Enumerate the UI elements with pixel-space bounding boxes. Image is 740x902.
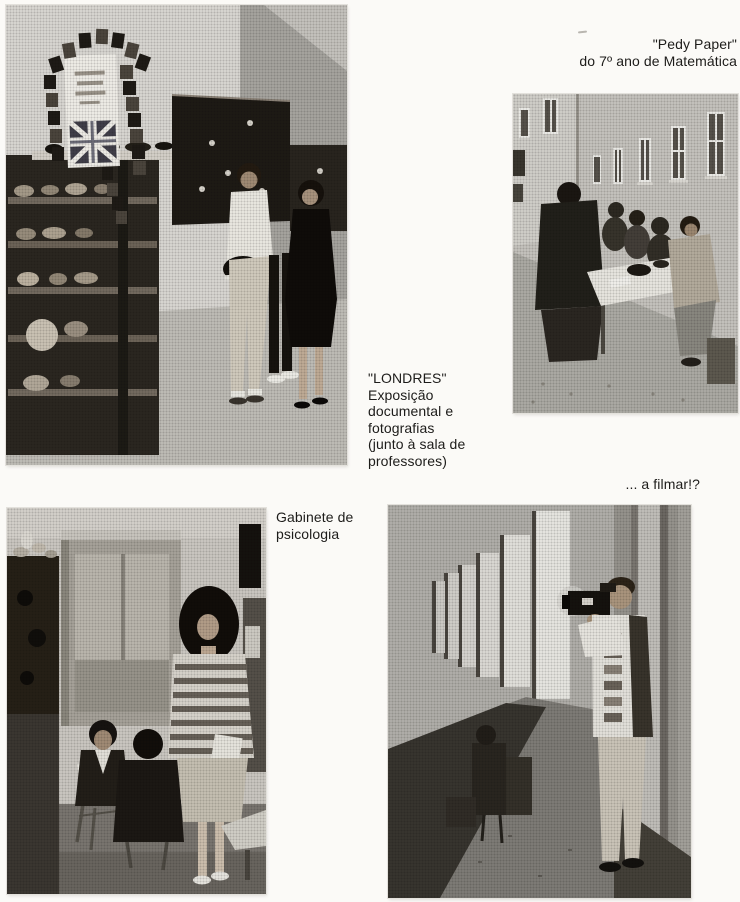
caption-line: Exposição: [368, 386, 434, 403]
office-cabinet: [61, 530, 181, 726]
photo-a-filmar: [388, 505, 691, 898]
photo-filmar-art: [388, 505, 691, 898]
caption-londres: [368, 370, 465, 469]
photo-londres-exposicao: [6, 5, 347, 465]
caption-a-filmar: [625, 476, 700, 493]
photo-pedy-art: [513, 94, 738, 413]
caption-line: documental e: [368, 403, 454, 419]
caption-line: fotografias: [368, 419, 435, 436]
photo-pedy-paper: [513, 94, 738, 413]
photo-gabinete-psicologia: [7, 508, 266, 894]
caption-line: (junto à sala de: [368, 436, 466, 452]
scan-speck: [578, 31, 587, 34]
caption-gabinete-psicologia: [276, 509, 353, 542]
display-shelves: [6, 155, 159, 455]
caption-line: "LONDRES": [368, 370, 447, 386]
caption-line: Gabinete de: [276, 509, 354, 525]
caption-pedy-paper: [579, 36, 737, 69]
office-shelf: [7, 531, 59, 714]
caption-line: do 7º ano de Matemática: [579, 52, 737, 69]
photo-londres-art: [6, 5, 347, 465]
photo-gabinete-art: [7, 508, 266, 894]
caption-line: "Pedy Paper": [652, 36, 737, 52]
caption-line: professores): [368, 452, 448, 469]
caption-line: ... a filmar!?: [625, 476, 700, 492]
union-jack-poster: [64, 54, 120, 168]
caption-line: psicologia: [276, 525, 340, 542]
